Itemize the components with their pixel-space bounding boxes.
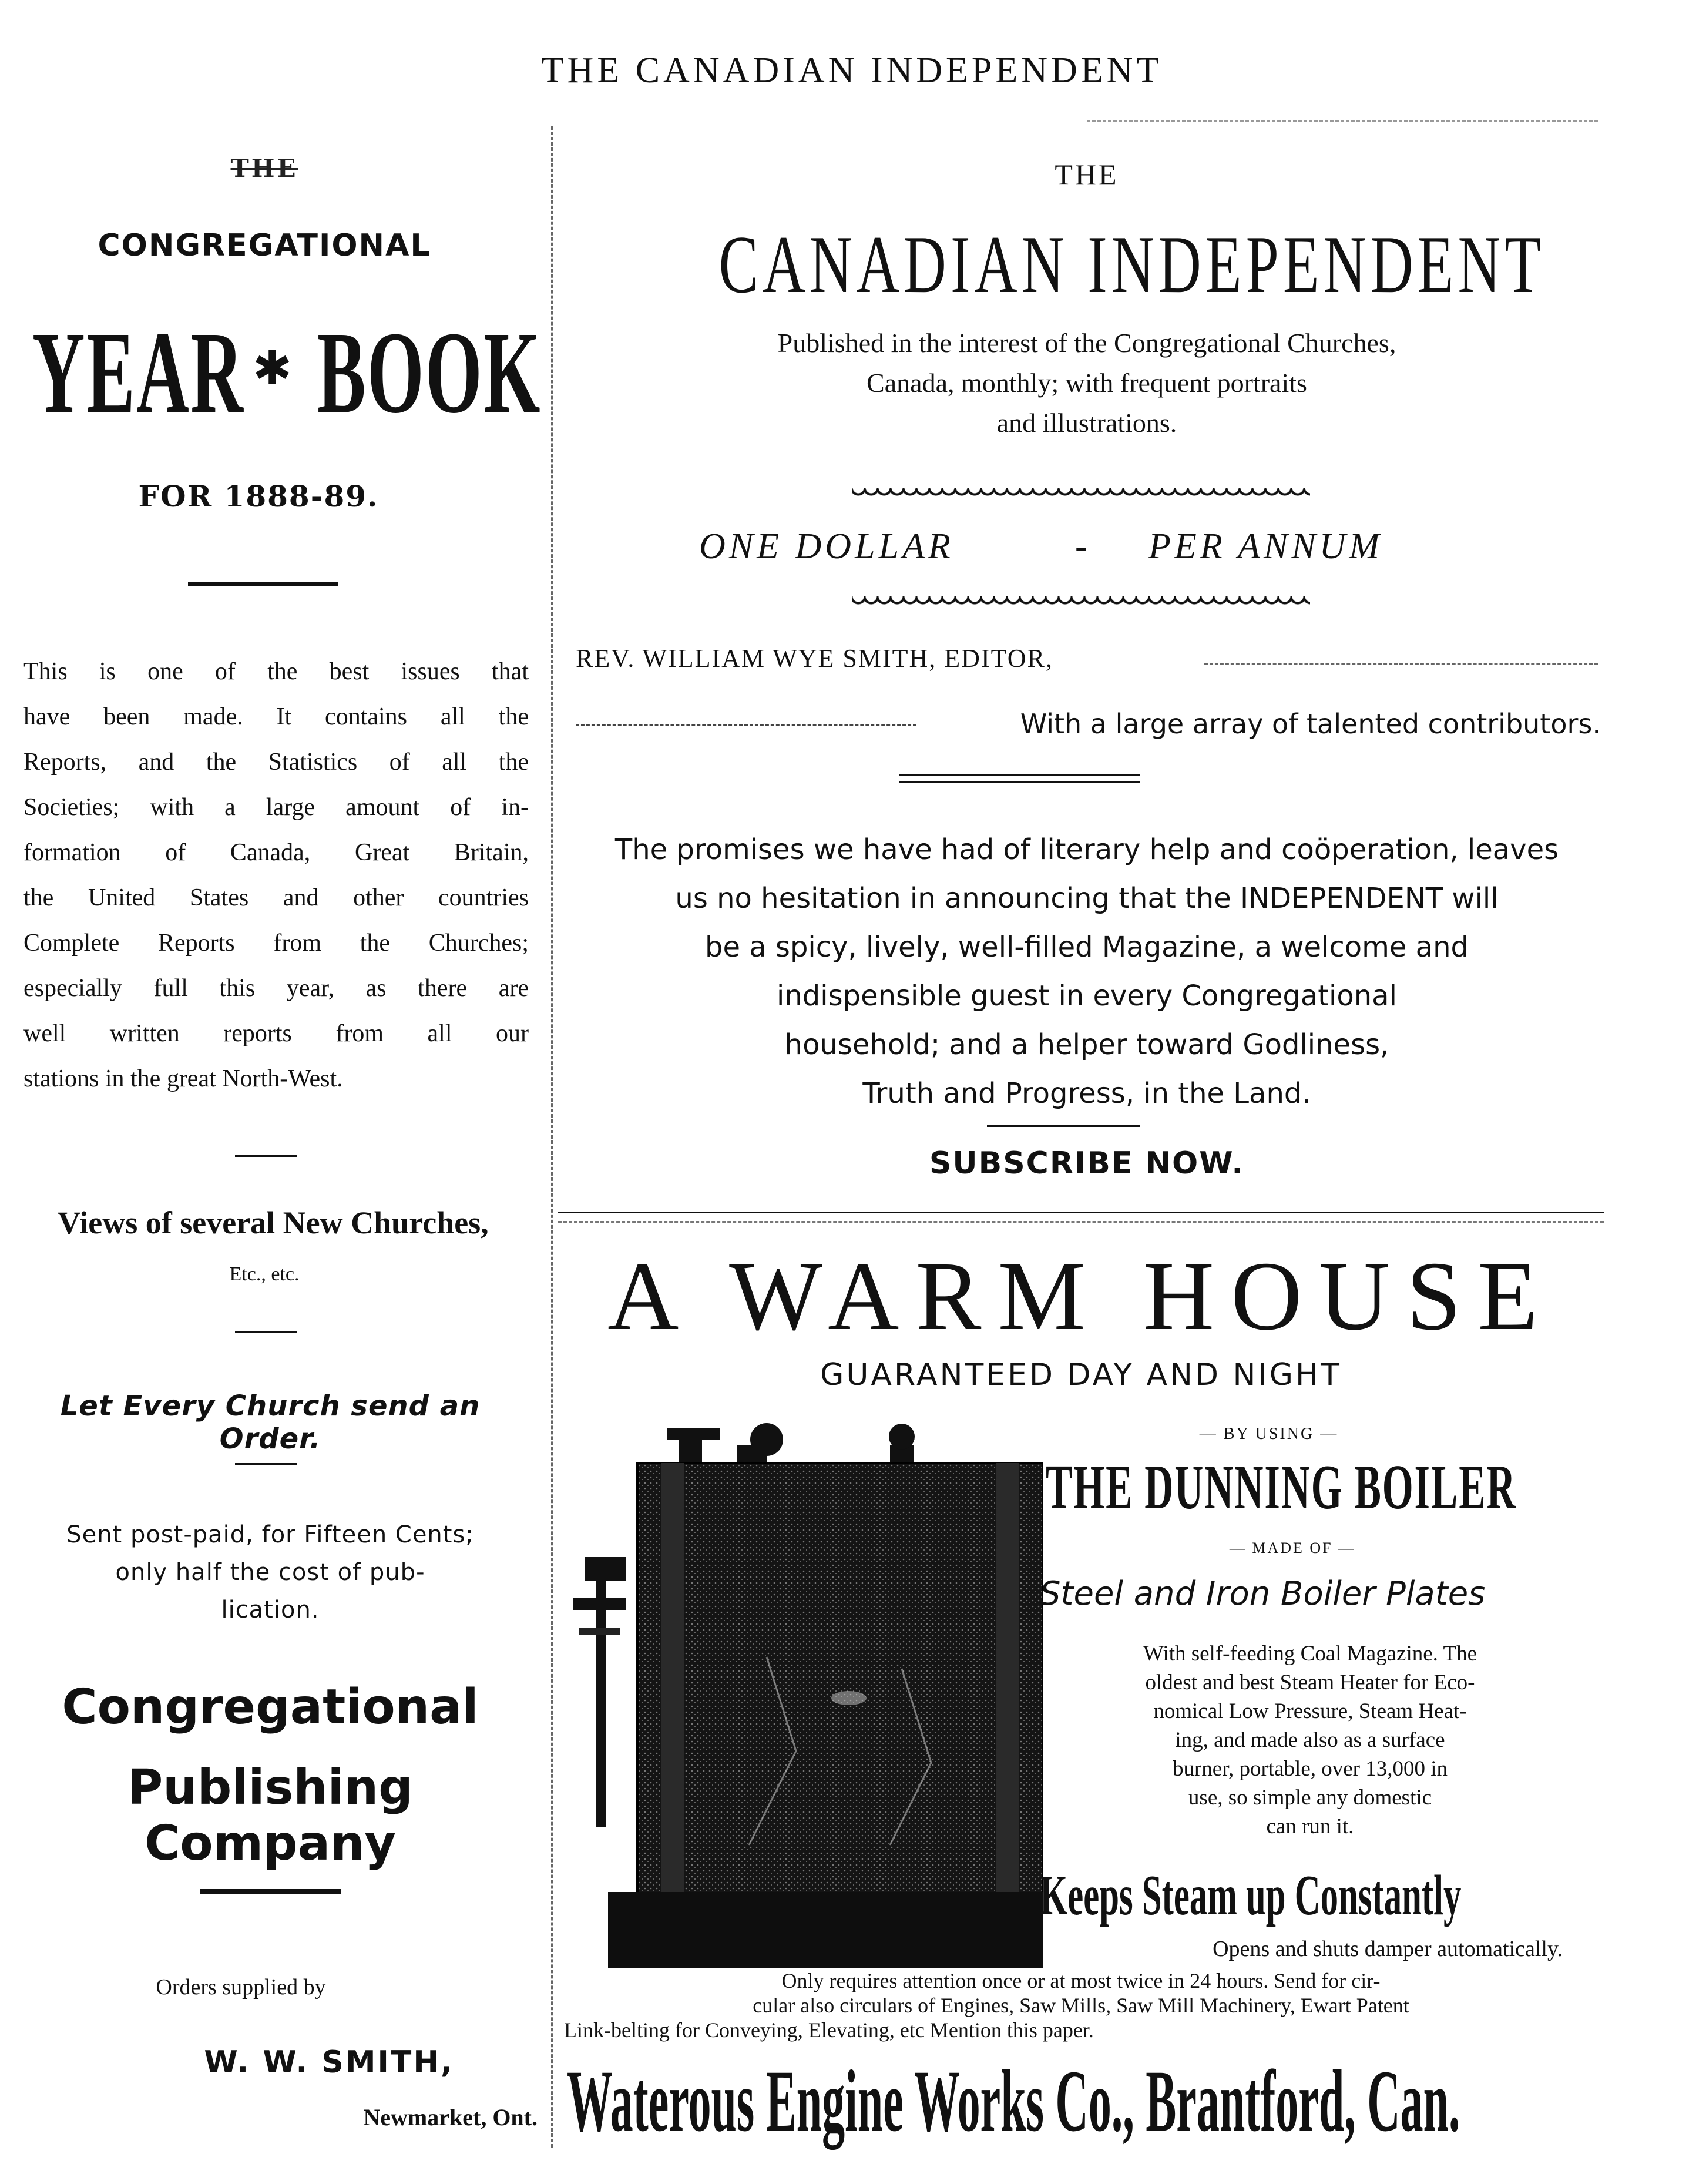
feature-line: can run it. [1266,1814,1354,1839]
supplier-name: W. W. SMITH, [204,2045,454,2080]
product-title-wrap [1046,1451,1610,1522]
footer-line: Only requires attention once or at most twice in 24 hours. Send for cir- [781,1969,1381,1992]
views-line: Views of several New Churches, [58,1205,489,1240]
section-rule [188,582,338,586]
subtitle-line: Published in the interest of the Congregational Churches, [777,328,1396,358]
gauge-icon [585,1557,626,1581]
independent-title: CANADIAN INDEPENDENT [718,219,1546,310]
independent-title-wrap [576,217,1598,317]
editor-line: REV. WILLIAM WYE SMITH, EDITOR, [576,644,1053,673]
description-line: especially full this year, as there are [23,975,529,1002]
supplier-place: Newmarket, Ont. [363,2104,538,2131]
dashed-rule [1204,663,1598,665]
description-line: well written reports from all our [23,1020,529,1047]
description-line: Societies; with a large amount of in- [23,794,529,821]
sent-line: Sent post-paid, for Fifteen Cents; [66,1521,474,1548]
footer-line: Link-belting for Conveying, Elevating, etc Mention this paper. [564,2018,1094,2042]
price-left: ONE DOLLAR [699,526,954,566]
keeps-steam-wrap [1040,1863,1604,1927]
price-dash: - [1075,526,1087,566]
yearbook-title [21,306,549,438]
feature-line: ing, and made also as a surface [1175,1728,1445,1752]
description-line: This is one of the best issues that [23,658,529,685]
boiler-headline: A WARM HOUSE [607,1242,1554,1351]
sent-post-paid [12,1516,529,1629]
valve-icon [889,1424,915,1450]
short-rule [235,1463,297,1465]
description-line: have been made. It contains all the [23,703,529,730]
boiler-footer [564,1968,1598,2042]
body-line: Truth and Progress, in the Land. [862,1077,1311,1110]
boiler-illustration [573,1422,1043,1980]
short-rule [235,1155,297,1157]
dashed-rule [576,724,916,726]
double-rule [899,781,1140,783]
wavy-rule [852,596,1310,607]
description-line: the United States and other countries [23,884,529,911]
short-rule [235,1331,297,1333]
description-line: stations in the great North-West. [23,1065,343,1092]
valve-icon [750,1423,783,1456]
top-dashed-rule [1087,120,1598,122]
boiler-guarantee: GUARANTEED DAY AND NIGHT [820,1357,1342,1393]
boiler-body [637,1463,1043,1957]
feature-line: burner, portable, over 13,000 in [1172,1757,1448,1781]
material: Steel and Iron Boiler Plates [1040,1575,1486,1613]
short-rule [987,1125,1140,1127]
company-name: Waterous Engine Works Co., Brantford, Can. [567,2052,1460,2150]
subtitle-line: and illustrations. [996,408,1177,438]
keeps-steam: Keeps Steam up Constantly [1040,1864,1462,1927]
feature-line: With self-feeding Coal Magazine. The [1143,1642,1477,1666]
footer-line: cular also circulars of Engines, Saw Mills, Saw Mill Machinery, Ewart Patent [753,1994,1409,2017]
description-line: Reports, and the Statistics of all the [23,749,529,776]
body-line: indispensible guest in every Congregational [777,979,1397,1012]
double-rule [899,774,1140,776]
description-line: Complete Reports from the Churches; [23,930,529,957]
subtitle-line: Canada, monthly; with frequent portraits [867,368,1307,398]
sent-line: lication. [221,1596,320,1623]
section-divider [558,1212,1604,1213]
sent-line: only half the cost of pub- [115,1559,425,1586]
feature-line: nomical Low Pressure, Steam Heat- [1153,1699,1467,1723]
section-divider-dashed [558,1221,1604,1223]
feature-line: use, so simple any domestic [1188,1786,1432,1810]
yearbook-book: BOOK [317,308,542,438]
damper-line: Opens and shuts damper automatically. [1213,1937,1563,1961]
contributors-line: With a large array of talented contributors. [1020,708,1601,740]
publisher-line2: Publishing Company [127,1760,413,1871]
price-right: PER ANNUM [1148,526,1383,566]
independent-subtitle [576,323,1598,443]
orders-supplied: Orders supplied by [156,1975,326,2000]
independent-the: THE [1055,158,1119,191]
column-divider [551,126,553,2148]
description-line: formation of Canada, Great Britain, [23,839,529,866]
yearbook-congregational: CONGREGATIONAL [98,228,431,263]
running-head: THE CANADIAN INDEPENDENT [541,51,1163,90]
yearbook-the: THE [230,154,298,183]
feature-line: oldest and best Steam Heater for Eco- [1145,1670,1475,1695]
order-line: Let Every Church send an Order. [60,1390,481,1455]
yearbook-description [23,649,529,1102]
wavy-rule [852,488,1310,498]
views-etc: Etc., etc. [229,1263,300,1285]
by-using: — BY USING — [1199,1425,1339,1443]
body-line: us no hesitation in announcing that the INDEPENDENT will [675,882,1499,915]
star-ornament-icon: ✱ [253,343,293,395]
product-title: THE DUNNING BOILER [1046,1452,1517,1522]
boiler-features [1046,1639,1574,1841]
yearbook-year: YEAR [32,308,245,438]
subscribe-now: SUBSCRIBE NOW. [929,1146,1245,1181]
body-line: The promises we have had of literary help and coöperation, leaves [614,833,1559,866]
publisher-line1: Congregational [62,1679,479,1735]
company-wrap [567,2051,1601,2151]
body-line: household; and a helper toward Godliness, [784,1028,1389,1061]
section-rule [200,1889,341,1894]
body-line: be a spicy, lively, well-filled Magazine, a welcome and [705,931,1469,964]
made-of: — MADE OF — [1229,1539,1356,1556]
yearbook-for: FOR 1888-89. [138,479,379,514]
independent-body [573,826,1601,1118]
